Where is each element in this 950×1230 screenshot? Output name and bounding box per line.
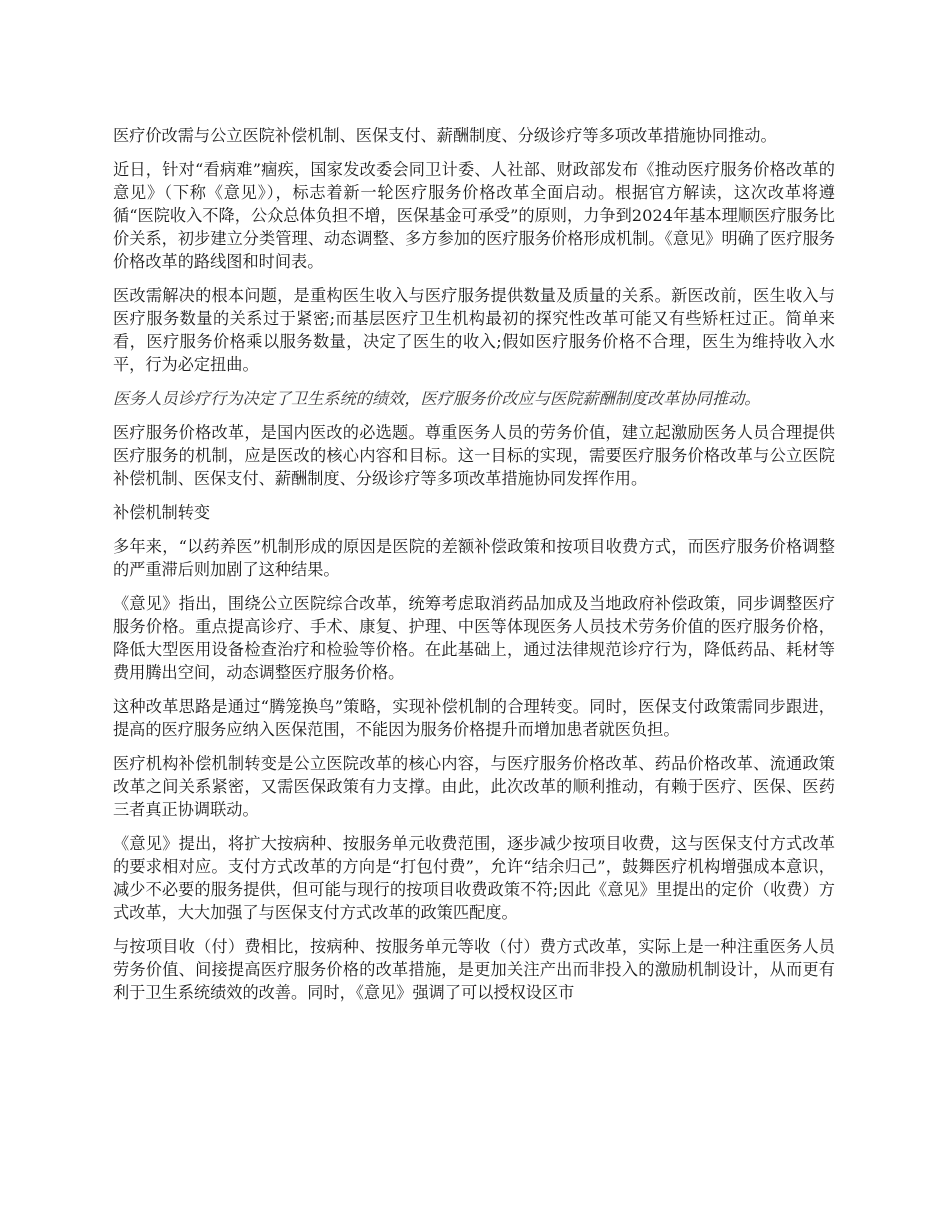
paragraph-fundamental-issue: 医改需解决的根本问题，是重构医生收入与医疗服务提供数量及质量的关系。新医改前，医生收入与医疗服务数量的关系过于紧密;而基层医疗卫生机构最初的探究性改革可能又有些矫枉过正。简单来看，医疗服务价格乘以服务数量，决定了医生的收入;假如医疗服务价格不合理，医生为维持收入水平，行为必定扭曲。 <box>113 286 835 374</box>
paragraph-strategy: 这种改革思路是通过“腾笼换鸟”策略，实现补偿机制的合理转变。同时，医保支付政策需同步跟进，提高的医疗服务应纳入医保范围，不能因为服务价格提升而增加患者就医负担。 <box>113 697 835 739</box>
section-heading-compensation: 补偿机制转变 <box>113 503 211 522</box>
paragraph-drug-funding: 多年来，“以药养医”机制形成的原因是医院的差额补偿政策和按项目收费方式，而医疗服务价格调整的严重滞后则加剧了这种结果。 <box>113 537 835 579</box>
paragraph-core-content: 医疗机构补偿机制转变是公立医院改革的核心内容，与医疗服务价格改革、药品价格改革、流通政策改革之间关系紧密，又需医保政策有力支撑。由此，此次改革的顺利推动，有赖于医疗、医保、医药三者真正协调联动。 <box>113 754 835 819</box>
paragraph-intro: 医疗价改需与公立医院补偿机制、医保支付、薪酬制度、分级诊疗等多项改革措施协同推动。 <box>113 126 777 145</box>
paragraph-announcement: 近日，针对“看病难”痼疾，国家发改委会同卫计委、人社部、财政部发布《推动医疗服务价格改革的意见》（下称《意见》），标志着新一轮医疗服务价格改革全面启动。根据官方解读，这次改革将遵循“医院收入不降，公众总体负担不增，医保基金可承受”的原则，力争到2024年基本理顺医疗服务比价关系，初步建立分类管理、动态调整、多方参加的医疗服务价格形成机制。《意见》明确了医疗服务价格改革的路线图和时间表。 <box>113 160 835 271</box>
paragraph-pull-quote: 医务人员诊疗行为决定了卫生系统的绩效，医疗服务价改应与医院薪酬制度改革协同推动。 <box>113 389 761 408</box>
paragraph-required-topic: 医疗服务价格改革，是国内医改的必选题。尊重医务人员的劳务价值，建立起激励医务人员合理提供医疗服务的机制，应是医改的核心内容和目标。这一目标的实现，需要医疗服务价格改革与公立医院补偿机制、医保支付、薪酬制度、分级诊疗等多项改革措施协同发挥作用。 <box>113 423 835 488</box>
paragraph-payment-reform: 《意见》提出，将扩大按病种、按服务单元收费范围，逐步减少按项目收费，这与医保支付方式改革的要求相对应。支付方式改革的方向是“打包付费”，允许“结余归己”，鼓舞医疗机构增强成本意识，减少不必要的服务提供，但可能与现行的按项目收费政策不符;因此《意见》里提出的定价（收费）方式改革，大大加强了与医保支付方式改革的政策匹配度。 <box>113 834 835 922</box>
paragraph-opinion-points: 《意见》指出，围绕公立医院综合改革，统筹考虑取消药品加成及当地政府补偿政策，同步调整医疗服务价格。重点提高诊疗、手术、康复、护理、中医等体现医务人员技术劳务价值的医疗服务价格，降低大型医用设备检查治疗和检验等价格。在此基础上，通过法律规范诊疗行为，降低药品、耗材等费用腾出空间，动态调整医疗服务价格。 <box>113 594 835 682</box>
paragraph-comparison: 与按项目收（付）费相比，按病种、按服务单元等收（付）费方式改革，实际上是一种注重医务人员劳务价值、间接提高医疗服务价格的改革措施，是更加关注产出而非投入的激励机制设计，从而更有利于卫生系统绩效的改善。同时，《意见》强调了可以授权设区市 <box>113 937 835 1002</box>
document-body <box>113 124 835 1015</box>
